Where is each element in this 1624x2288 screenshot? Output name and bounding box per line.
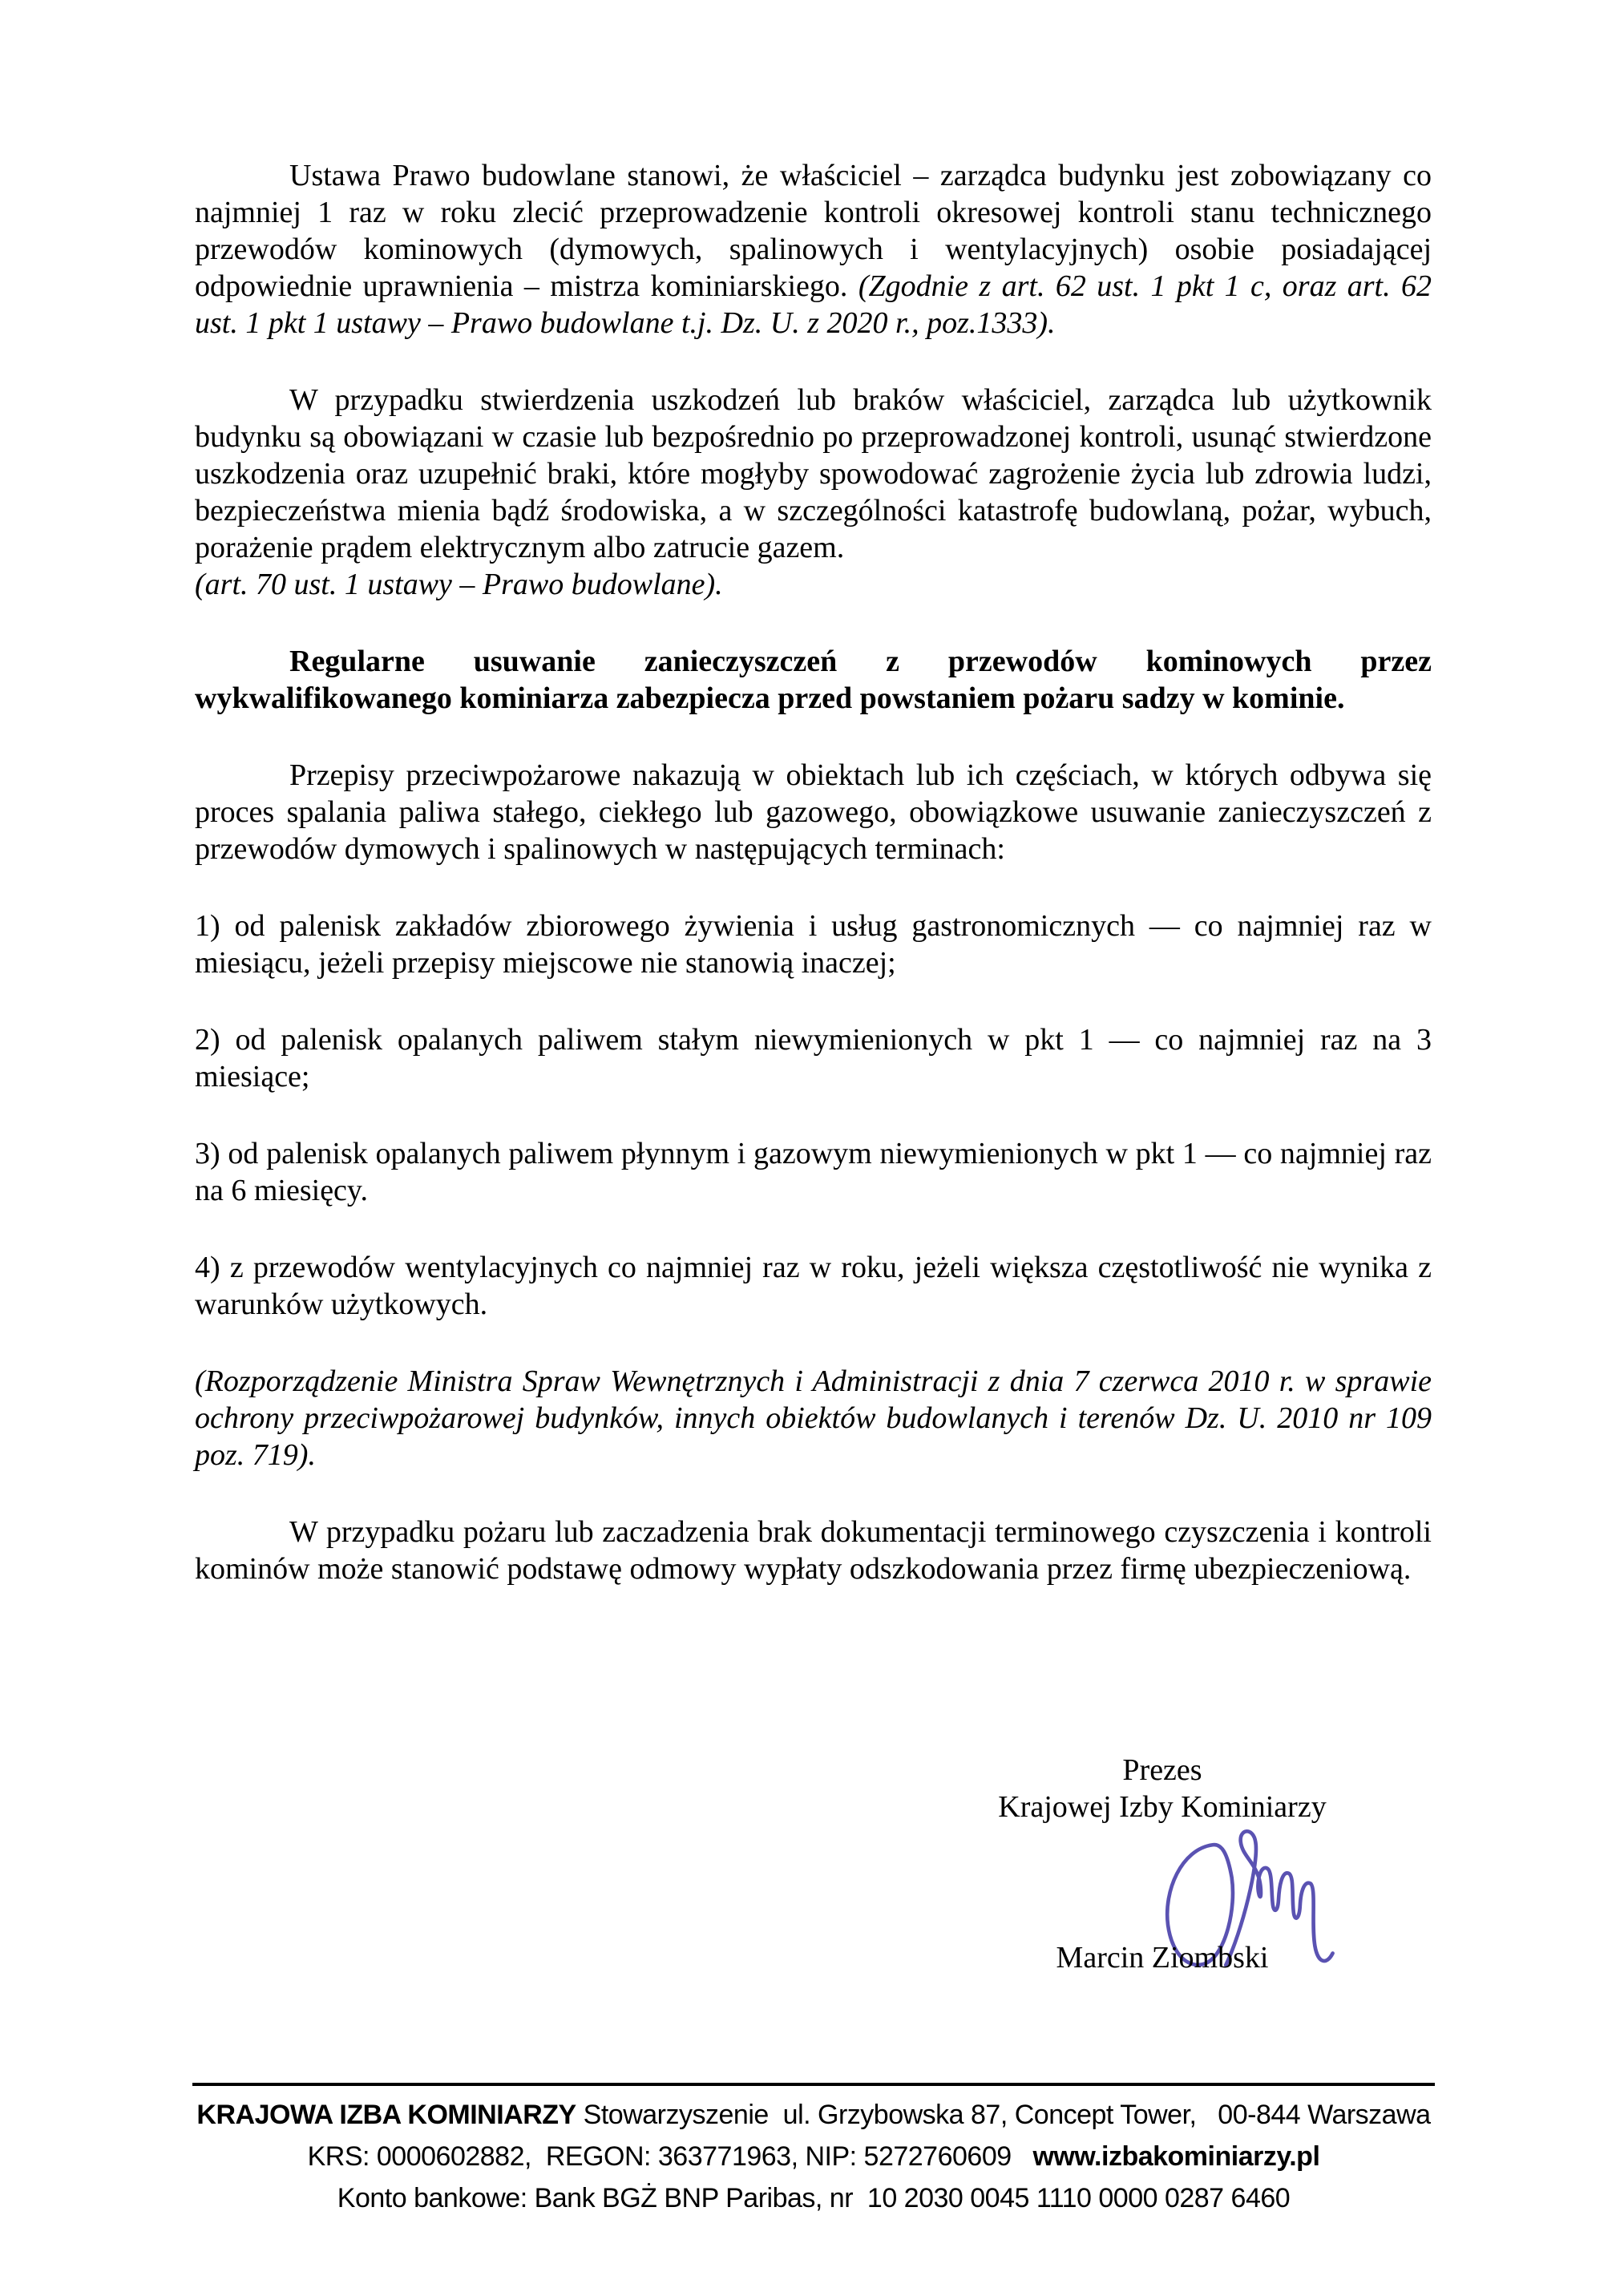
text-run-normal: Przepisy przeciwpożarowe nakazują w obiektach lub ich częściach, w których odbywa się proces spalania paliwa stałego, ciekłego lub gazowego, obowiązkowe usuwanie zanieczyszczeń z przewodów dymowych i spalinowych w następujących terminach: <box>195 758 1432 866</box>
footer-registry-line <box>192 2136 1435 2177</box>
paragraph <box>195 1135 1432 1209</box>
signature-title: Prezes <box>1122 1753 1202 1787</box>
paragraph <box>195 382 1432 566</box>
paragraph <box>195 757 1432 867</box>
text-run-italic: (Zgodnie z art. 62 ust. 1 pkt 1 c, oraz art. 62 ust. 1 pkt 1 ustawy – Prawo budowlane t.j. Dz. U. z 2020 r., poz.1333). <box>195 269 1432 340</box>
text-run-normal: 1) od palenisk zakładów zbiorowego żywienia i usług gastronomicznych — co najmniej raz w miesiącu, jeżeli przepisy miejscowe nie stanowią inaczej; <box>195 909 1432 980</box>
signatory-name: Marcin Ziombski <box>1056 1941 1269 1975</box>
footer-org-line <box>192 2094 1435 2136</box>
letter-body <box>195 157 1432 1627</box>
text-run-normal: 3) od palenisk opalanych paliwem płynnym i gazowym niewymienionych w pkt 1 — co najmniej raz na 6 miesięcy. <box>195 1137 1432 1207</box>
text-run-italic: (art. 70 ust. 1 ustawy – Prawo budowlane). <box>195 568 723 601</box>
text-run-normal: 2) od palenisk opalanych paliwem stałym niewymienionych w pkt 1 — co najmniej raz na 3 miesiące; <box>195 1023 1432 1093</box>
text-run-normal: 4) z przewodów wentylacyjnych co najmniej raz w roku, jeżeli większa częstotliwość nie wynika z warunków użytkowych. <box>195 1251 1432 1321</box>
footer-registry-numbers: KRS: 0000602882, REGON: 363771963, NIP: 5272760609 <box>307 2141 1033 2172</box>
footer-bank-account: Konto bankowe: Bank BGŻ BNP Paribas, nr 10 2030 0045 1110 0000 0287 6460 <box>337 2183 1291 2213</box>
signature-org: Krajowej Izby Kominiarzy <box>998 1790 1327 1824</box>
paragraph <box>195 643 1432 717</box>
page-footer <box>192 2083 1435 2219</box>
paragraph <box>195 1021 1432 1095</box>
signature-block <box>882 1752 1443 1976</box>
text-run-normal: W przypadku pożaru lub zaczadzenia brak dokumentacji terminowego czyszczenia i kontroli kominów może stanowić podstawę odmowy wypłaty odszkodowania przez firmę ubezpieczeniową. <box>195 1515 1432 1586</box>
text-run-normal: Ustawa Prawo budowlane stanowi, że właściciel – zarządca budynku jest zobowiązany co najmniej 1 raz w roku zlecić przeprowadzenie kontroli okresowej kontroli stanu technicznego przewodów kominowych (dymowych, spalinowych i wentylacyjnych) osobie posiadającej odpowiednie uprawnienia – mistrza kominiarskiego. <box>195 159 1432 303</box>
paragraph <box>195 566 1432 603</box>
paragraph <box>195 1514 1432 1587</box>
paragraph <box>195 157 1432 342</box>
text-run-italic: (Rozporządzenie Ministra Spraw Wewnętrznych i Administracji z dnia 7 czerwca 2010 r. w sprawie ochrony przeciwpożarowej budynków, innych obiektów budowlanych i terenów Dz. U. 2010 nr 109 poz. 719). <box>195 1364 1432 1472</box>
footer-website: www.izbakominiarzy.pl <box>1032 2141 1320 2172</box>
footer-divider <box>192 2083 1435 2086</box>
paragraph <box>195 1249 1432 1323</box>
text-run-bold: Regularne usuwanie zanieczyszczeń z przewodów kominowych przez wykwalifikowanego kominiarza zabezpiecza przed powstaniem pożaru sadzy w kominie. <box>195 645 1432 715</box>
footer-org-address: Stowarzyszenie ul. Grzybowska 87, Concept Tower, 00-844 Warszawa <box>576 2100 1431 2130</box>
text-run-normal: W przypadku stwierdzenia uszkodzeń lub braków właściciel, zarządca lub użytkownik budynku są obowiązani w czasie lub bezpośrednio po przeprowadzonej kontroli, usunąć stwierdzone uszkodzenia oraz uzupełnić braki, które mogłyby spowodować zagrożenie życia lub zdrowia ludzi, bezpieczeństwa mienia bądź środowiska, a w szczególności katastrofę budowlaną, pożar, wybuch, porażenie prądem elektrycznym albo zatrucie gazem. <box>195 383 1432 564</box>
footer-bank-line <box>192 2177 1435 2219</box>
paragraph <box>195 908 1432 981</box>
paragraph <box>195 1363 1432 1473</box>
footer-org-name: KRAJOWA IZBA KOMINIARZY <box>196 2100 576 2130</box>
